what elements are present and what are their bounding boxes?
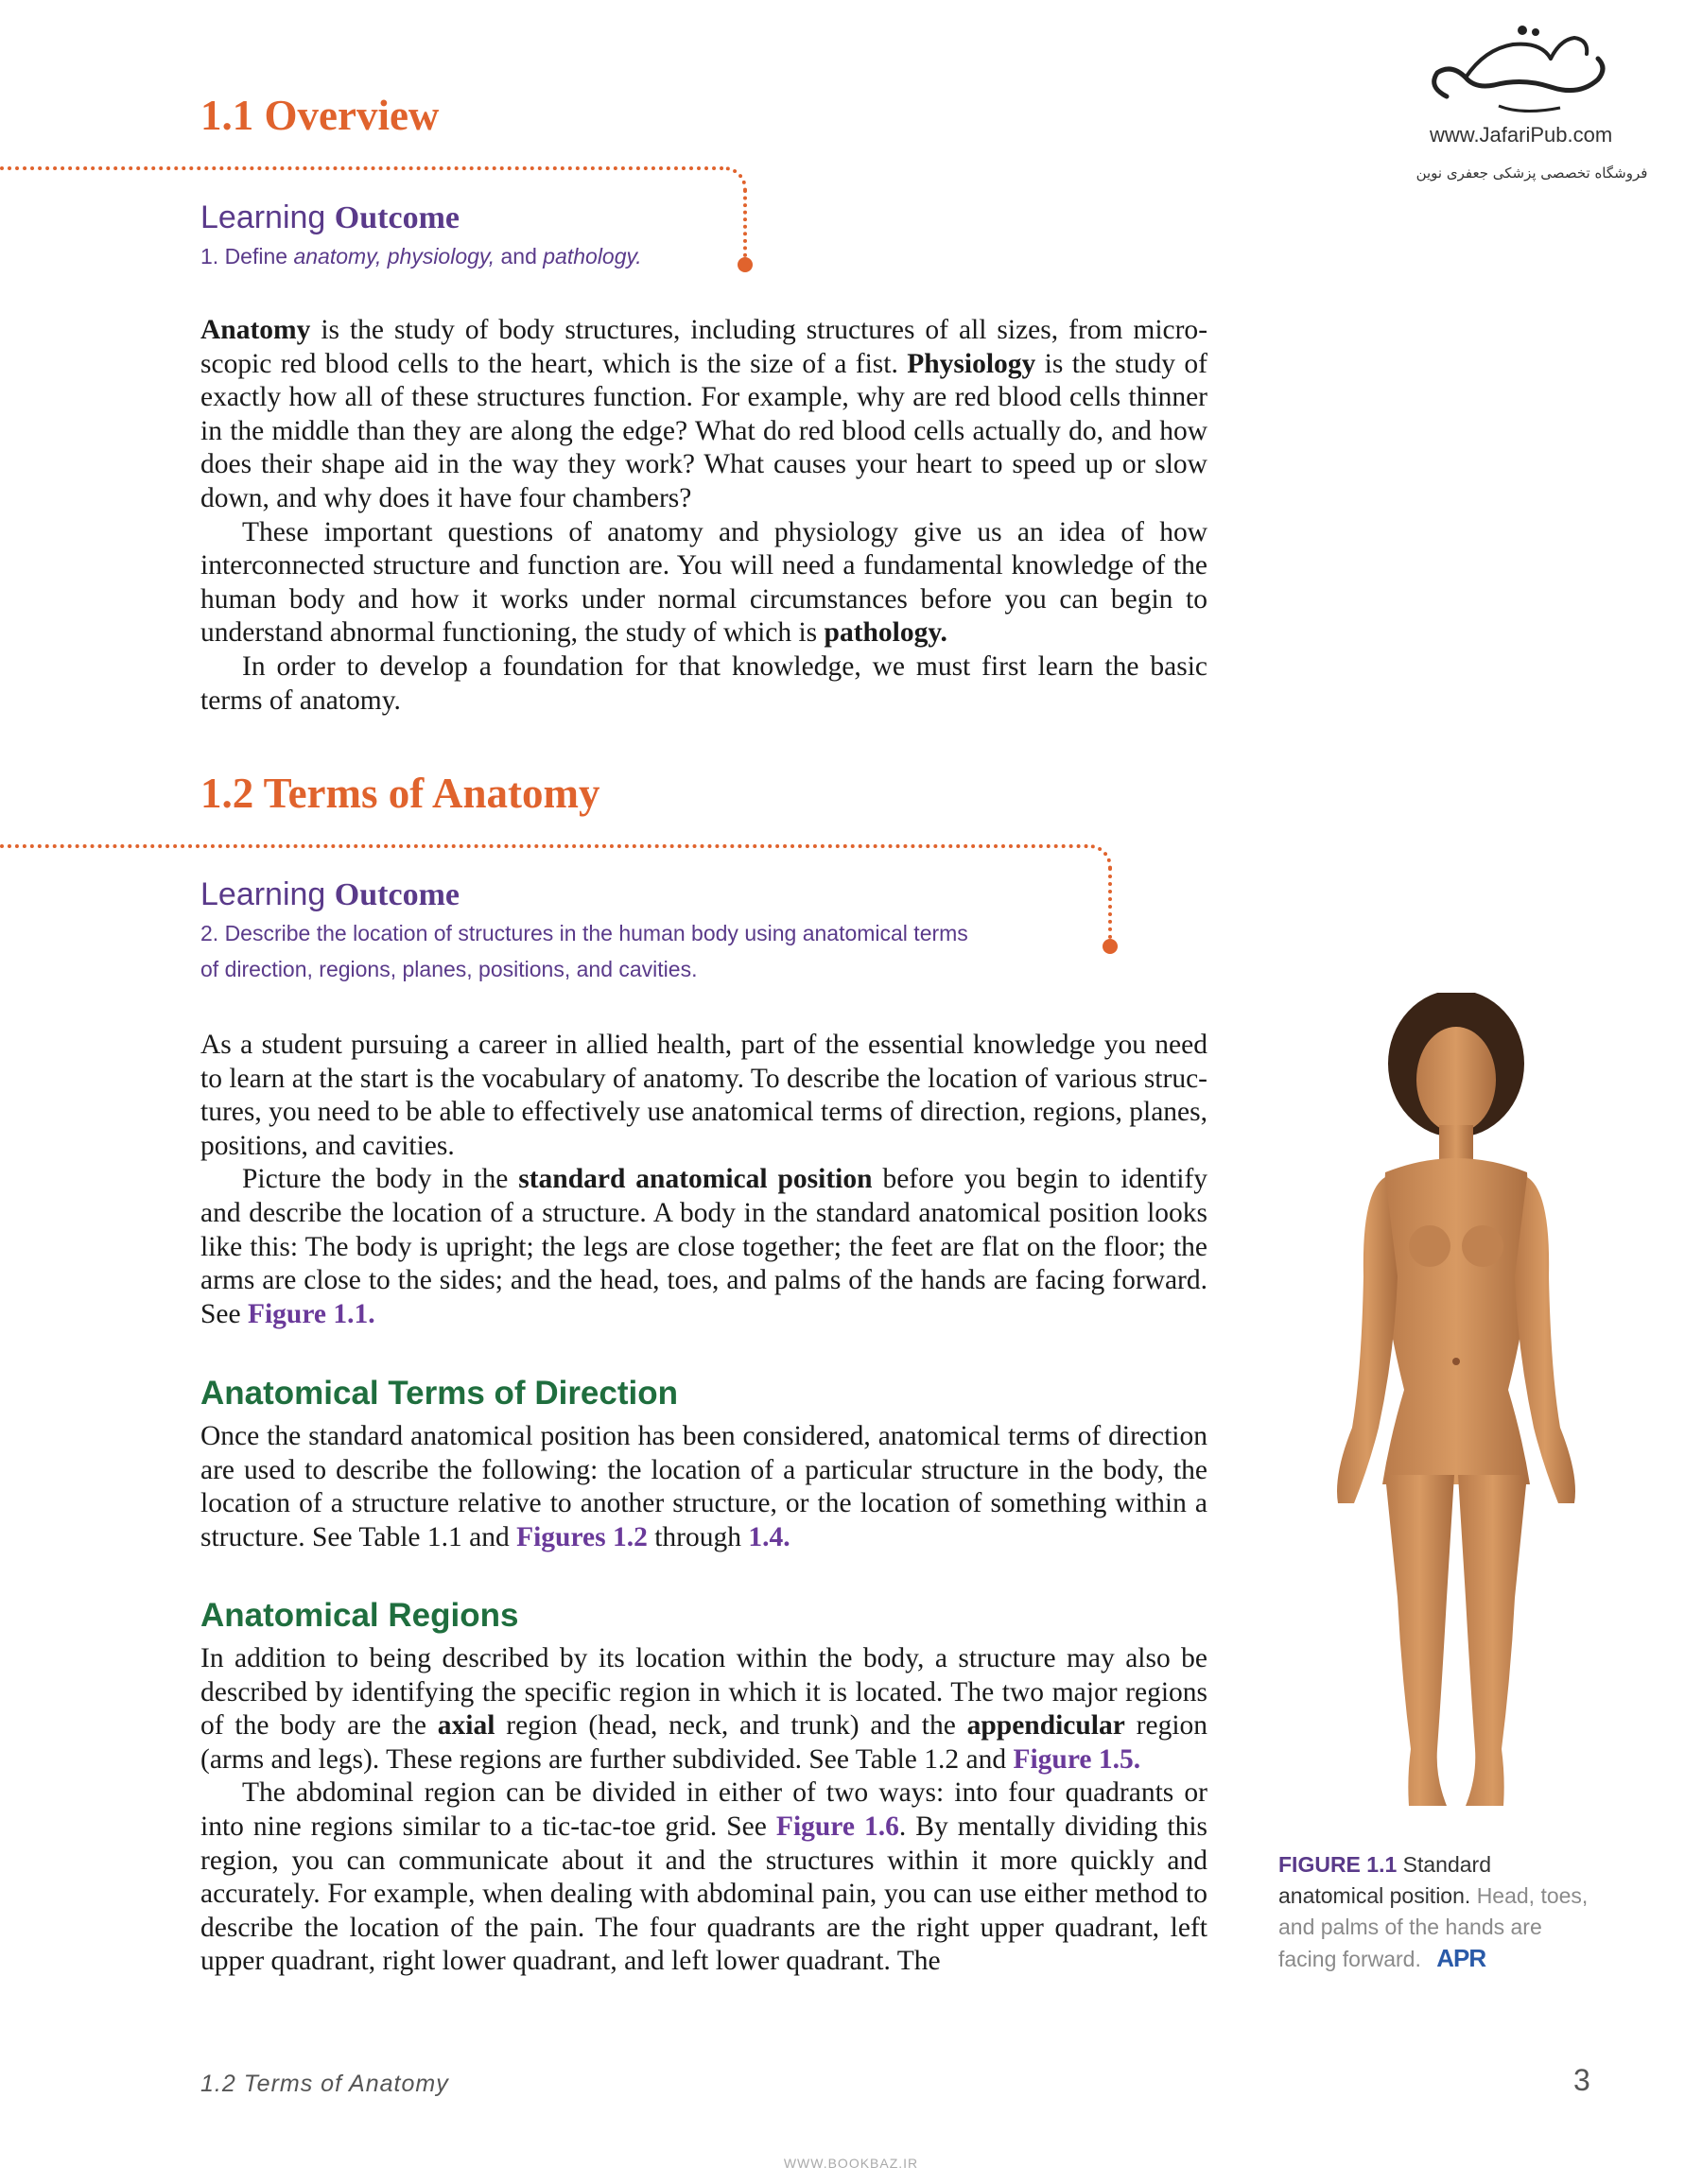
overview-p2-text: These important questions of anatomy and physiology give us an idea of how interconnected structure and function are. You will need a fundamental knowledge of the human body and how it works under normal circumstances before you can begin to understand abnormal functioning, the study of which is xyxy=(200,516,1207,649)
human-body-illustration-icon xyxy=(1295,993,1617,1844)
terms-intro-body xyxy=(200,1029,1207,1331)
direction-p-text: Once the standard anatomical position has been considered, anatomical terms of direction are used to describe the following: the location of a particular structure in the body, the location of a structure relative to another structure, or the location of something within a structure. See Table 1.1 and xyxy=(200,1421,1207,1552)
figure-label: FIGURE 1.1 xyxy=(1278,1852,1398,1877)
lo1-prefix: 1. Define xyxy=(200,244,288,269)
lo2-line-1: 2. Describe the location of structures in the human body using anatomical terms xyxy=(200,921,968,945)
regions-p1-text-b: region (head, neck, and trunk) and the xyxy=(506,1710,956,1742)
term-anatomy: Anatomy xyxy=(200,315,311,345)
apr-badge-icon[interactable]: APR xyxy=(1436,1944,1486,1972)
direction-through: through xyxy=(654,1521,742,1552)
direction-paragraph xyxy=(200,1420,1207,1554)
overview-paragraph-1 xyxy=(200,314,1207,516)
running-head: 1.2 Terms of Anatomy xyxy=(200,2071,449,2097)
dotted-rule-end-dot xyxy=(738,257,753,272)
figure-1-5-link[interactable]: Figure 1.5 xyxy=(1013,1743,1134,1775)
regions-paragraph-1 xyxy=(200,1642,1207,1777)
page-number: 3 xyxy=(1573,2063,1590,2097)
lo2-line-2: of direction, regions, planes, positions, and cavities. xyxy=(200,957,698,981)
lo1-terms: anatomy, physiology, xyxy=(293,244,495,269)
overview-paragraph-3: In order to develop a foundation for that knowledge, we must first learn the basic terms of anatomy. xyxy=(200,650,1207,716)
term-appendicular: appendicular xyxy=(966,1710,1125,1742)
section-title-overview: 1.1 Overview xyxy=(200,92,440,139)
overview-p1-text-a: is the study of body structures, including structures of all sizes, from microscopic red blood cells to the heart, which is the size of a fist. xyxy=(200,315,1208,379)
lo-heading-part-a: Learning xyxy=(200,199,326,235)
learning-outcome-2 xyxy=(200,915,1146,987)
regions-p1-text-a: In addition to being described by its location within the body, a structure may also be described by identifying the specific region in which it is located. The two major regions of the body are the xyxy=(200,1643,1207,1742)
regions-p1-end: . xyxy=(1133,1743,1141,1775)
term-axial: axial xyxy=(437,1710,495,1742)
terms-paragraph-2 xyxy=(200,1163,1207,1331)
figure-title: Standard anatomical position. xyxy=(1278,1852,1492,1908)
lo1-and: and xyxy=(500,244,537,269)
regions-paragraph-2 xyxy=(200,1777,1207,1979)
figure-1-1-caption xyxy=(1278,1849,1590,1975)
figure-1-1-illustration xyxy=(1295,993,1617,1844)
dotted-rule xyxy=(0,166,724,170)
learning-outcome-heading xyxy=(200,875,460,914)
terms-of-direction-body xyxy=(200,1420,1207,1554)
calligraphy-logo-icon xyxy=(1409,21,1636,125)
subheading-anatomical-regions: Anatomical Regions xyxy=(200,1597,519,1634)
term-pathology: pathology. xyxy=(824,617,947,649)
learning-outcome-1 xyxy=(200,238,642,274)
lo1-last: pathology. xyxy=(543,244,642,269)
regions-p2-text-b: . By mentally dividing this region, you can communicate about it and the structures within it more quickly and accurately. For example, when dealing with abdominal pain, you can use either method to describe the location of the pain. The four quadrants are the right upper quadrant, left upper quadrant, right lower quadrant, and left lower quadrant. The xyxy=(200,1811,1208,1977)
terms-p2-text-b: before you begin to identify and describe the location of a structure. A body in the standard anatomical position looks like this: The body is upright; the legs are close together; the feet are flat on the floor; the arms are close to the sides; and the head, toes, and palms of the hands are facing forward. See xyxy=(200,1164,1208,1329)
terms-p2-end: . xyxy=(368,1298,375,1329)
figure-1-4-link[interactable]: 1.4 xyxy=(748,1521,784,1552)
publisher-url[interactable]: www.JafariPub.com xyxy=(1430,123,1613,147)
term-standard-anatomical-position: standard anatomical position xyxy=(518,1164,873,1195)
figure-1-1-link[interactable]: Figure 1.1 xyxy=(247,1298,369,1329)
regions-p1-text-c: region (arms and legs). These regions are further subdivided. See Table 1.2 and xyxy=(200,1710,1208,1775)
overview-paragraph-2 xyxy=(200,516,1207,650)
term-physiology: Physiology xyxy=(907,348,1036,379)
dotted-rule-vertical xyxy=(743,189,747,257)
lo-heading-part-b: Outcome xyxy=(334,200,460,235)
terms-p2-text-a: Picture the body in the xyxy=(242,1164,509,1195)
overview-body xyxy=(200,314,1207,718)
direction-end: . xyxy=(783,1521,790,1552)
learning-outcome-heading xyxy=(200,199,460,237)
subheading-terms-of-direction: Anatomical Terms of Direction xyxy=(200,1375,679,1412)
lo-heading-part-b: Outcome xyxy=(334,877,460,912)
publisher-subtitle: فروشگاه تخصصی پزشکی جعفری نوین xyxy=(1415,165,1648,182)
dotted-rule xyxy=(0,844,1089,848)
figures-1-2-link[interactable]: Figures 1.2 xyxy=(516,1521,648,1552)
regions-p2-text-a: The abdominal region can be divided in either of two ways: into four quadrants or into nine regions similar to a tic-tac-toe grid. See xyxy=(200,1777,1207,1842)
figure-1-6-link[interactable]: Figure 1.6 xyxy=(775,1811,899,1842)
bottom-watermark-url: WWW.BOOKBAZ.IR xyxy=(783,2156,919,2171)
terms-paragraph-1: As a student pursuing a career in allied health, part of the essential knowledge you need to learn at the start is the vocabulary of anatomy. To describe the location of various structures, you need to be able to effectively use anatomical terms of direction, regions, planes, positions, and cavities. xyxy=(200,1030,1207,1161)
figure-description: Head, toes, and palms of the hands are facing forward. xyxy=(1278,1883,1589,1971)
anatomical-regions-body xyxy=(200,1642,1207,1979)
overview-p1-text-b: is the study of exactly how all of these structures function. For example, why are red blood cells thinner in the middle than they are along the edge? What do red blood cells actually do, and how does their shape aid in the way they work? What causes your heart to speed up or slow down, and why does it have four chambers? xyxy=(200,348,1208,513)
lo-heading-part-a: Learning xyxy=(200,876,326,912)
section-title-terms: 1.2 Terms of Anatomy xyxy=(200,770,600,817)
